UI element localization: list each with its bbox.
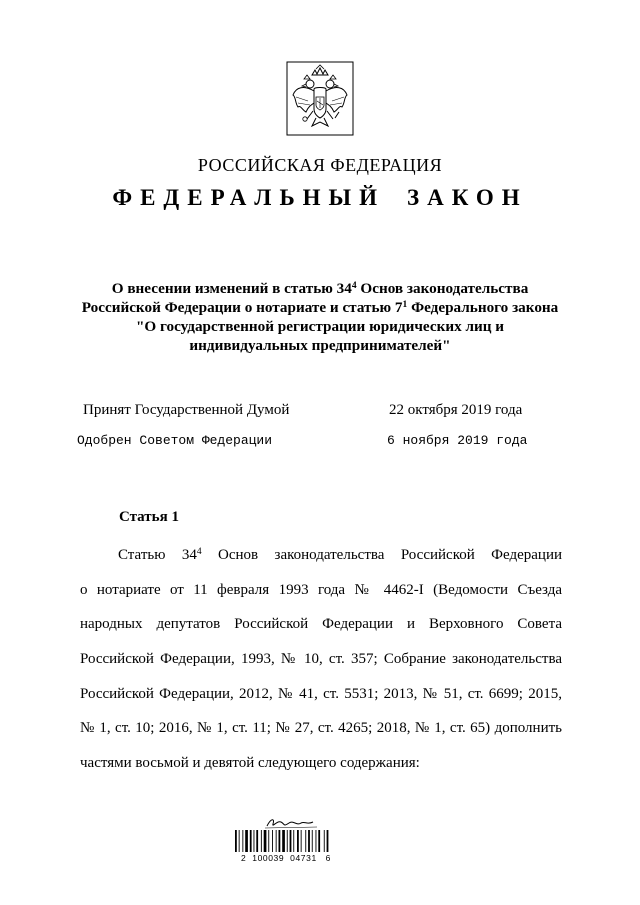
adopted-date: 22 октября 2019 года <box>389 402 523 418</box>
document-type <box>0 185 640 211</box>
law-title-line: индивидуальных предпринимателей" <box>189 337 451 354</box>
signature-icon <box>263 816 323 830</box>
document-barcode-block <box>235 816 355 866</box>
law-title-line <box>60 298 580 317</box>
body-text-run: Основ законодательства Российской Федерации <box>201 547 563 563</box>
document-type-word-1: ФЕДЕРАЛЬНЫЙ <box>112 185 386 210</box>
document-type-word-2: ЗАКОН <box>407 185 528 210</box>
body-line: частями восьмой и девятой следующего содержания: <box>80 755 420 772</box>
body-line: Российской Федерации, 1993, № 10, ст. 357; Собрание законодательства <box>80 651 562 668</box>
body-line: о нотариате от 11 февраля 1993 года № 4462-I (Ведомости Съезда <box>80 581 562 598</box>
law-title-text: Федерального закона <box>407 299 559 316</box>
barcode-icon <box>235 830 333 852</box>
law-title-text: О внесении изменений в статью 34 <box>111 280 352 297</box>
law-title-line: "О государственной регистрации юридических лиц и <box>135 318 505 335</box>
superscript: 4 <box>196 547 202 557</box>
barcode-number: 2 100039 04731 6 <box>241 853 331 863</box>
law-title-text: Основ законодательства <box>356 280 529 297</box>
approved-by-council-label: Одобрен Советом Федерации <box>77 433 273 448</box>
body-text-run: Статью 34 <box>118 547 197 563</box>
country-name: РОССИЙСКАЯ ФЕДЕРАЦИЯ <box>197 155 443 175</box>
approved-date: 6 ноября 2019 года <box>387 433 528 448</box>
law-title-line <box>60 279 580 298</box>
superscript: 1 <box>402 300 408 310</box>
body-line: народных депутатов Российской Федерации и Верховного Совета <box>80 616 562 633</box>
law-title <box>60 279 580 355</box>
law-title-text: Российской Федерации о нотариате и статью 7 <box>81 299 403 316</box>
body-line <box>80 538 562 573</box>
body-line: Российской Федерации, 2012, № 41, ст. 5531; 2013, № 51, ст. 6699; 2015, <box>80 685 562 702</box>
article-1-heading: Статья 1 <box>119 509 179 525</box>
adopted-by-duma-label: Принят Государственной Думой <box>83 402 290 418</box>
body-line: № 1, ст. 10; 2016, № 1, ст. 11; № 27, ст. 4265; 2018, № 1, ст. 65) дополнить <box>80 720 562 737</box>
russian-coat-of-arms-icon <box>286 61 354 136</box>
superscript: 4 <box>351 281 357 291</box>
article-1-body <box>80 538 562 781</box>
